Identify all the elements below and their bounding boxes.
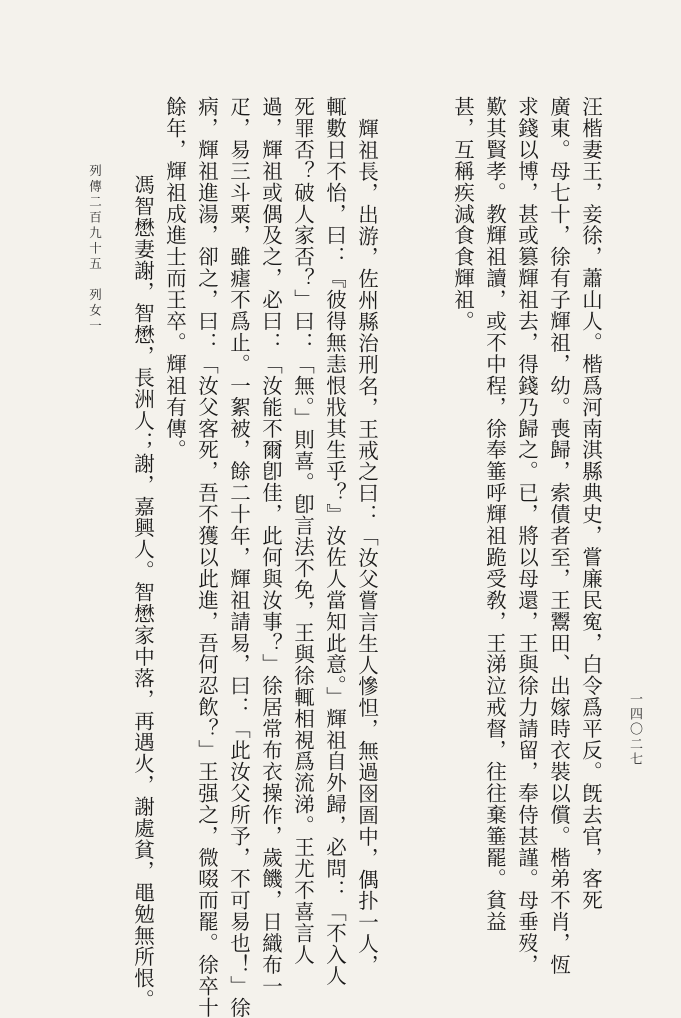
text-column-4: 歎其賢孝。教輝祖讀，或不中程，徐奉箠呼輝祖跪受敎，王涕泣戒督，往往棄箠罷。貧益 [482,96,507,933]
text-column-2: 廣東。母七十，徐有子輝祖，幼。喪歸，索債者至，王鬻田、出嫁時衣裝以償。楷弟不肖，恆 [546,96,571,976]
text-column-7: 輒數日不怡，曰：『彼得無恚恨戕其生乎？』汝佐人當知此意。」輝祖自外歸，必問：「不入人 [322,96,347,987]
text-column-9: 過，輝祖或偶及之，必曰：「汝能不爾卽佳，此何與汝事？」徐居常布衣操作，歲饑，日織布一 [258,96,283,997]
page-number: 一四〇二七 [627,692,642,767]
running-header: 列傳二百九十五 列女一 [87,164,103,335]
text-column-8: 死罪否？破人家否？」曰：「無。」則喜。卽言法不免，王與徐輒相視爲流涕。王尤不喜言人 [290,96,315,966]
text-column-10: 疋，易三斗粟，雖瘧不爲止。一絮被，餘二十年，輝祖請易，曰：「此汝父所予，不可易也！」徐 [226,96,251,1018]
text-column-1: 汪楷妻王，妾徐，蕭山人。楷爲河南淇縣典史，嘗廉民寃，白令爲平反。旣去官，客死 [578,96,603,912]
text-column-12: 餘年，輝祖成進士而王卒。輝祖有傳。 [162,96,187,461]
text-column-5: 甚，互稱疾減食食輝祖。 [450,96,475,332]
text-column-11: 病，輝祖進湯，卻之，曰：「汝父客死，吾不獲以此進，吾何忍飲？」王强之，微啜而罷。徐卒十 [194,96,219,1018]
text-column-13: 馮智懋妻謝，智懋，長洲人；謝，嘉興人。智懋家中落，再遇火，謝處貧，黽勉無所恨。 [130,174,155,1011]
text-column-6: 輝祖長，出游，佐州縣治刑名，王戒之曰：「汝父嘗言生人慘怛，無過囹圄中，偶扑一人， [354,118,379,976]
text-column-3: 求錢以博，甚或篡輝祖去，得錢乃歸之。已，將以母還，王與徐力請留，奉侍甚謹。母垂歿， [514,96,539,976]
